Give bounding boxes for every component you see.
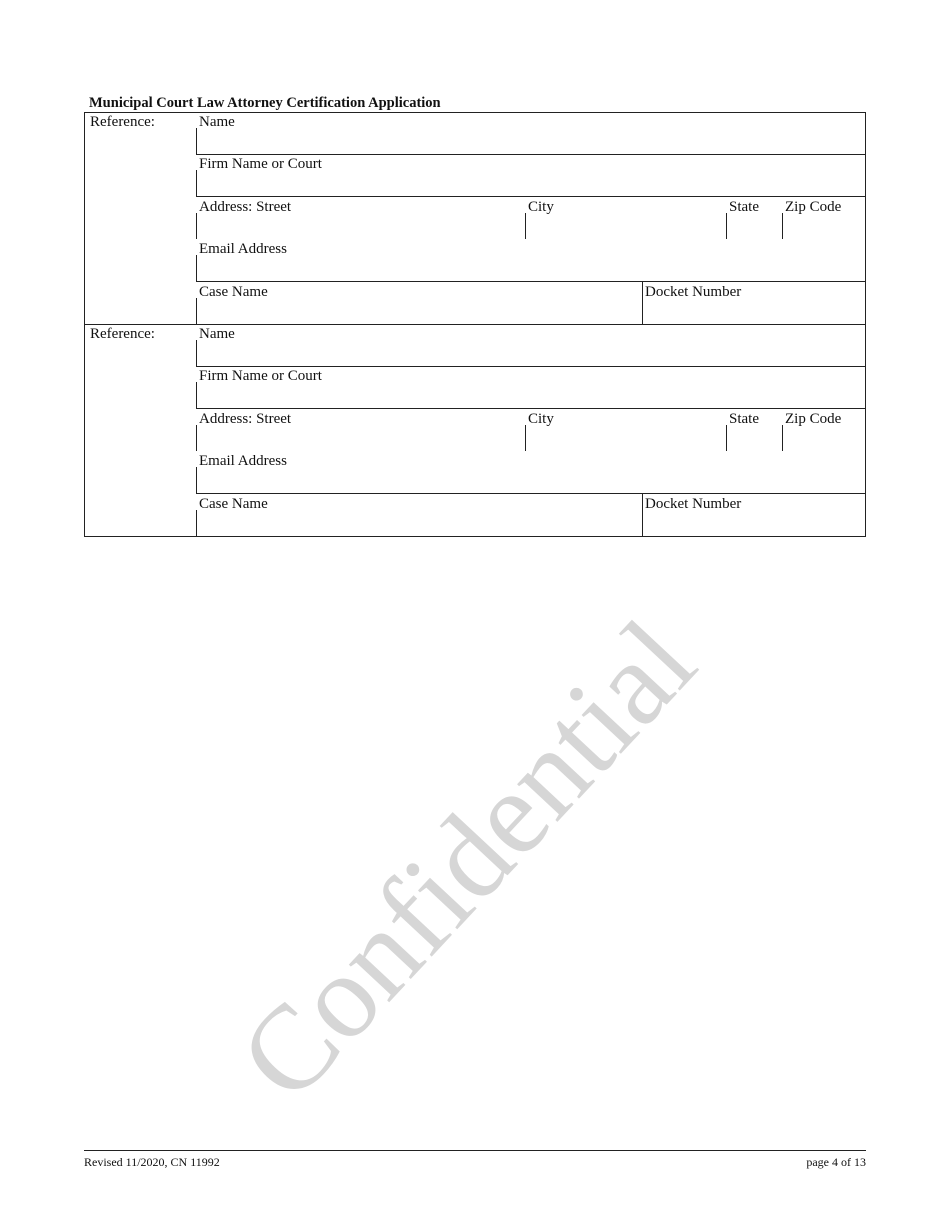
zip-label: Zip Code: [785, 199, 842, 215]
docket-field[interactable]: [642, 493, 643, 536]
name-label: Name: [199, 114, 235, 130]
email-label: Email Address: [199, 453, 287, 469]
reference-block-1: [0, 112, 950, 324]
reference-label: Reference:: [90, 326, 155, 342]
name-field[interactable]: [196, 340, 197, 366]
divider: [196, 281, 866, 282]
state-field[interactable]: [726, 425, 727, 451]
case-name-label: Case Name: [199, 496, 268, 512]
confidential-watermark: Confidential: [213, 594, 720, 1125]
firm-label: Firm Name or Court: [199, 368, 322, 384]
divider: [196, 154, 866, 155]
docket-label: Docket Number: [645, 284, 742, 300]
street-label: Address: Street: [199, 411, 292, 427]
docket-field[interactable]: [642, 281, 643, 324]
zip-field[interactable]: [782, 425, 783, 451]
state-label: State: [729, 411, 759, 427]
divider: [196, 366, 866, 367]
city-field[interactable]: [525, 425, 526, 451]
divider: [196, 408, 866, 409]
street-field[interactable]: [196, 425, 197, 451]
name-label: Name: [199, 326, 235, 342]
city-label: City: [528, 199, 554, 215]
email-label: Email Address: [199, 241, 287, 257]
divider: [196, 196, 866, 197]
page-number: page 4 of 13: [806, 1155, 866, 1169]
reference-block-2: [0, 324, 950, 536]
zip-label: Zip Code: [785, 411, 842, 427]
email-field[interactable]: [196, 255, 197, 281]
name-field[interactable]: [196, 128, 197, 154]
page-title: Municipal Court Law Attorney Certification Application: [89, 95, 441, 111]
revision-text: Revised 11/2020, CN 11992: [84, 1155, 220, 1169]
case-name-label: Case Name: [199, 284, 268, 300]
case-name-field[interactable]: [196, 298, 197, 324]
city-label: City: [528, 411, 554, 427]
firm-field[interactable]: [196, 382, 197, 408]
firm-label: Firm Name or Court: [199, 156, 322, 172]
reference-label: Reference:: [90, 114, 155, 130]
city-field[interactable]: [525, 213, 526, 239]
street-field[interactable]: [196, 213, 197, 239]
zip-field[interactable]: [782, 213, 783, 239]
state-label: State: [729, 199, 759, 215]
footer-divider: [84, 1150, 866, 1151]
email-field[interactable]: [196, 467, 197, 493]
case-name-field[interactable]: [196, 510, 197, 536]
state-field[interactable]: [726, 213, 727, 239]
street-label: Address: Street: [199, 199, 292, 215]
divider: [196, 493, 866, 494]
docket-label: Docket Number: [645, 496, 742, 512]
firm-field[interactable]: [196, 170, 197, 196]
